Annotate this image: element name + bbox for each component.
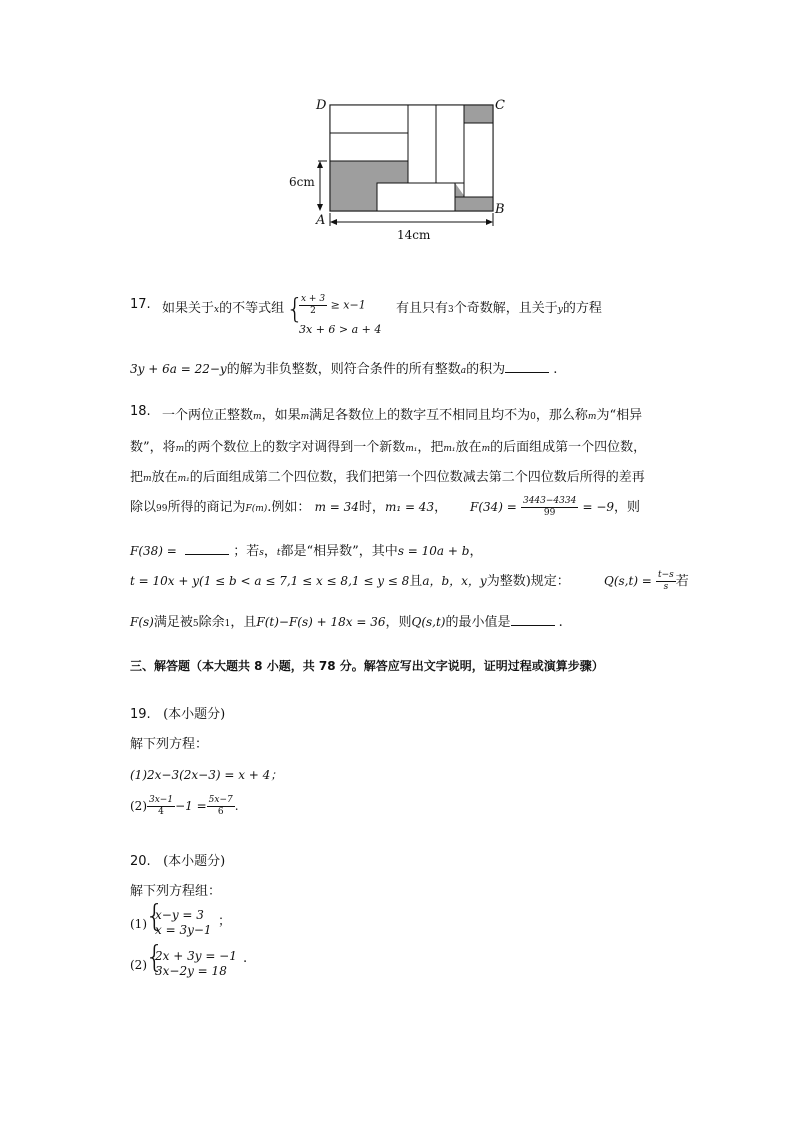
answer-blank[interactable]: [185, 542, 229, 555]
q20-sys1-eq1: x−y = 3: [155, 908, 204, 922]
system-brace: {: [286, 292, 304, 325]
q18-line2: 数”，将m的两个数位上的数字对调得到一个新数m₁，把m₁放在m的后面组成第一个四位数，: [130, 440, 647, 455]
q17-line1: 如果关于x的不等式组: [162, 301, 285, 316]
label-D: D: [316, 98, 327, 113]
answer-blank[interactable]: [505, 360, 549, 373]
q20-sys1-label: (1): [130, 917, 147, 931]
q18-Q-def: Q(s,t) = $\frac{t-s}{s}$ 若: [604, 570, 689, 592]
q17-ineq2: 3x + 6 > a + 4: [299, 323, 382, 336]
height-label: 6cm: [289, 175, 315, 189]
system-brace: {: [145, 940, 165, 975]
q17-ineq1: $\frac{x + 3}{2}$ ≥ x−1: [301, 294, 366, 316]
label-B: B: [495, 202, 505, 217]
q19-part1: (1)2x−3(2x−3) = x + 4；: [130, 768, 283, 782]
q18-line7: F(s)满足被5除余1，且F(t)−F(s) + 18x = 36，则Q(s,t)的最小值是 .: [130, 615, 563, 630]
q19-prompt: 解下列方程：: [130, 737, 209, 752]
q20-sys1-end: ；: [218, 914, 232, 929]
question-number: 17.: [130, 297, 151, 312]
question-number: 19. (本小题分): [130, 707, 226, 722]
q20-sys2-label: (2): [130, 958, 147, 972]
width-label: 14cm: [397, 228, 431, 242]
q18-line6: t = 10x + y(1 ≤ b < a ≤ 7,1 ≤ x ≤ 8,1 ≤ y ≤ 8且a，b，x，y为整数)规定：: [130, 574, 570, 589]
geometry-figure: [280, 95, 520, 250]
label-C: C: [495, 98, 505, 113]
section-heading: 三、解答题（本大题共 8 小题，共 78 分。解答应写出文字说明，证明过程或演算步骤）: [130, 659, 604, 673]
label-A: A: [316, 213, 326, 228]
q20-sys2-end: .: [243, 951, 248, 966]
q18-line5: F(38) = ；若s，t都是“相异数”，其中s = 10a + b，: [130, 544, 483, 559]
q20-prompt: 解下列方程组：: [130, 884, 222, 899]
answer-blank[interactable]: [511, 613, 555, 626]
q20-sys2-eq1: 2x + 3y = −1: [155, 949, 237, 963]
question-number: 20. (本小题分): [130, 854, 226, 869]
q18-line4: 除以99所得的商记为F(m).例如： m = 34时，m₁ = 43，: [130, 500, 448, 515]
q18-line3: 把m放在m₁的后面组成第二个四位数，我们把第一个四位数减去第二个四位数后所得的差再: [130, 470, 645, 485]
q20-sys2-eq2: 3x−2y = 18: [155, 964, 227, 978]
q19-part2: (2) $\frac{3x-1}{4}$ −1 = $\frac{5x-7}{6}$ .: [130, 795, 239, 817]
q18-line1: 一个两位正整数m，如果m满足各数位上的数字互不相同且均不为0，那么称m为“相异: [162, 408, 643, 423]
q17-line1-cont: 有且只有3个奇数解，且关于y的方程: [396, 301, 602, 316]
q20-sys1-eq2: x = 3y−1: [155, 923, 212, 937]
q17-line2: 3y + 6a = 22−y的解为非负整数，则符合条件的所有整数a的积为 .: [130, 362, 558, 377]
question-number: 18.: [130, 404, 151, 419]
q18-F34: F(34) = $\frac{3443-4334}{99}$ = −9，则: [470, 496, 641, 518]
system-brace: {: [145, 899, 165, 934]
